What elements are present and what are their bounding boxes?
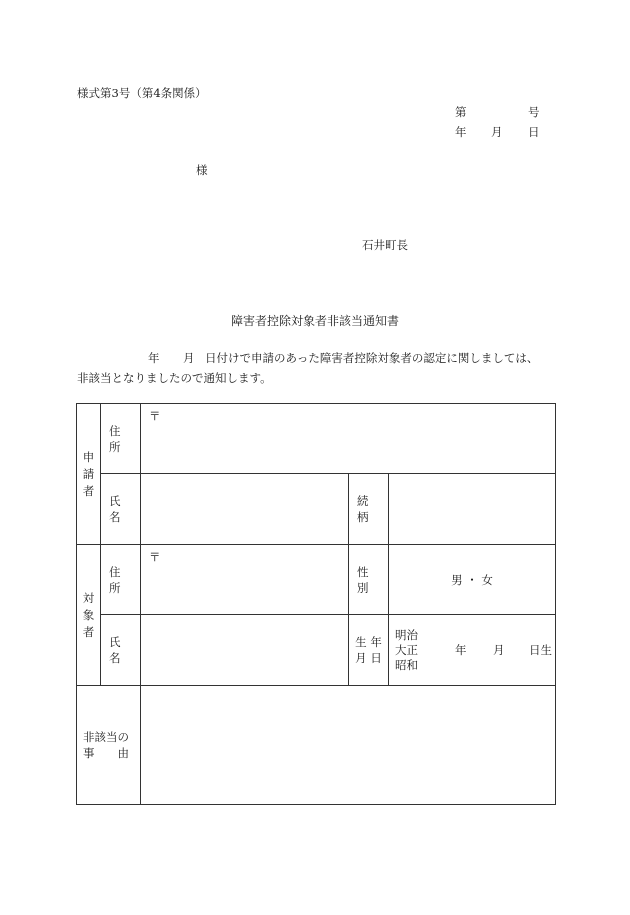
- applicant-address-field[interactable]: [141, 404, 556, 474]
- date-year: 年: [455, 125, 467, 139]
- doc-number-dai: 第: [455, 105, 467, 119]
- date-day: 日: [528, 125, 540, 139]
- body-text-line2: 非該当となりましたので通知します。: [77, 371, 272, 385]
- doc-number-go: 号: [528, 105, 540, 119]
- relation-label: 続 柄: [349, 474, 389, 545]
- applicant-name-label: 氏 名: [101, 474, 141, 545]
- applicant-name-field[interactable]: [141, 474, 349, 545]
- birth-year: 年: [455, 642, 467, 657]
- applicant-address-label: 住 所: [101, 404, 141, 474]
- date-month: 月: [491, 125, 503, 139]
- subject-address-label: 住 所: [101, 545, 141, 615]
- addressee-suffix: 様: [196, 163, 208, 177]
- gender-label: 性 別: [349, 545, 389, 615]
- application-table: [76, 403, 556, 805]
- reason-field[interactable]: [141, 686, 556, 805]
- subject-name-label: 氏 名: [101, 615, 141, 686]
- era-taisho: 大正: [395, 642, 418, 657]
- postal-mark: 〒: [149, 409, 161, 423]
- issuer: 石井町長: [362, 238, 408, 252]
- subject-group-label: 対 象 者: [77, 545, 101, 686]
- body-year: 年: [148, 351, 160, 365]
- body-month: 月: [183, 351, 195, 365]
- subject-name-field[interactable]: [141, 615, 349, 686]
- birth-day: 日生: [529, 642, 552, 657]
- applicant-group-label: 申 請 者: [77, 404, 101, 545]
- form-number: 様式第3号（第4条関係）: [77, 86, 207, 100]
- reason-label: 非該当の 事 由: [77, 686, 141, 805]
- era-meiji: 明治: [395, 627, 418, 642]
- subject-address-field[interactable]: [141, 545, 349, 615]
- body-text-line1: 日付けで申請のあった障害者控除対象者の認定に関しましては、: [205, 351, 539, 365]
- postal-mark: 〒: [149, 550, 161, 564]
- birth-month: 月: [493, 642, 505, 657]
- birthdate-label: 生 年 月 日: [349, 615, 389, 686]
- era-showa: 昭和: [395, 657, 418, 672]
- gender-options[interactable]: 男 ・ 女: [389, 545, 556, 615]
- document-title: 障害者控除対象者非該当通知書: [231, 314, 400, 328]
- birthdate-field[interactable]: [389, 615, 556, 686]
- relation-field[interactable]: [389, 474, 556, 545]
